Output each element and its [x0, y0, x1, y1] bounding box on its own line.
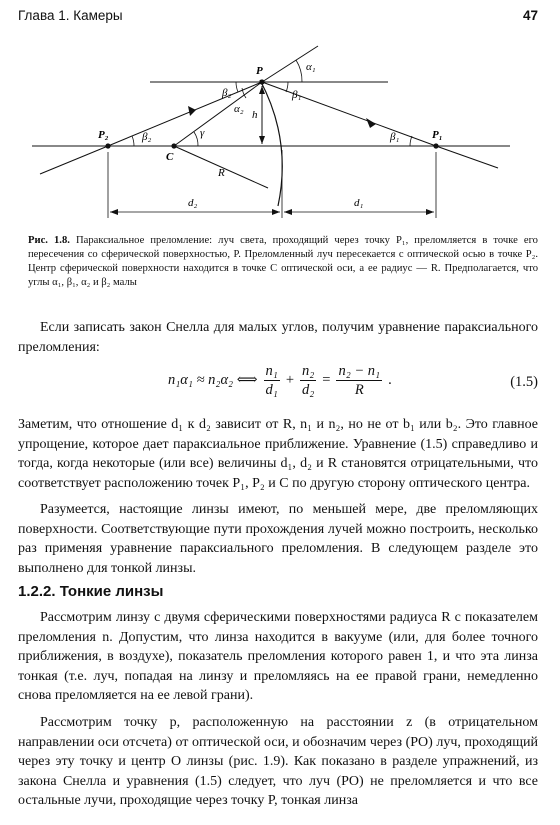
page-header	[18, 8, 538, 30]
figure-caption	[28, 234, 538, 290]
fraction-n2-minus-n1-r	[336, 362, 382, 399]
point-p2	[105, 143, 110, 148]
equals-sign: =	[322, 372, 331, 388]
point-p1	[433, 143, 438, 148]
caption-label: Рис. 1.8.	[28, 235, 70, 246]
page-number: 47	[522, 8, 538, 23]
paragraph-3: Разумеется, настоящие линзы имеют, по меньшей мере, две преломляющих поверхности. Соответствующие пути прохождения лучей можно построить, несколько раз применяя уравнение параксиального преломления. В следующем разделе это выполнено для тонкой линзы.	[18, 502, 538, 576]
incident-ray	[262, 82, 436, 146]
label-p1: P₁	[432, 129, 443, 141]
label-alpha2: α₂	[234, 103, 244, 115]
equation-math	[168, 362, 392, 399]
normal-line	[174, 82, 262, 146]
label-beta1-top: β₁	[292, 89, 302, 101]
paragraph-5: Рассмотрим точку p, расположенную на расстоянии z (в отрицательном направлении оси отсчета) от оптической оси, и обозначим через (PO) луч, проходящий через эту точку и центр O линзы (рис. 1.9). Как показано в разделе упражнений, из закона Снелла и уравнения (1.5) следует, что луч (PO) не преломляется и что все остальные лучи, проходящие через точку P, тонкая линза	[18, 715, 538, 809]
point-c	[171, 143, 176, 148]
equation-number: (1.5)	[510, 374, 538, 390]
refraction-diagram	[0, 40, 560, 230]
label-gamma: γ	[200, 127, 205, 139]
paragraph-4-container	[18, 608, 538, 706]
label-h: h	[252, 109, 258, 121]
spherical-surface	[260, 80, 282, 206]
caption-text: Параксиальное преломление: луч света, проходящий через точку P₁, преломляется в точке его пересечения со сферической поверхностью, P. Преломленный луч пересекается с оптической осью в точке P₂. Центр сферической поверхности находится в точке C оптической оси, а ее радиус — R. Предполагается, что углы α₁, β₁, α₂ и β₂ малы	[28, 235, 538, 288]
label-r: R	[218, 167, 225, 179]
plus-sign: +	[285, 372, 294, 388]
fraction-denominator: d₁	[265, 382, 278, 398]
paragraph-4: Рассмотрим линзу с двумя сферическими поверхностями радиуса R с показателем преломления n. Допустим, что линза находится в вакууме (или, для более точного приближения, в воздухе), показатель преломления которого равен 1, и что эта линза тонкая (т.е. луч, попадая на линзу и преломляясь на ее правой грани, немедленно снова преломляется на ее левой грани).	[18, 610, 538, 704]
label-p2: P₂	[98, 129, 109, 141]
fraction-n2-d2	[300, 362, 316, 399]
label-d2: d₂	[188, 197, 198, 209]
fraction-denominator: d₂	[302, 382, 315, 398]
fraction-n1-d1	[264, 362, 280, 399]
paragraph-2-container	[18, 415, 538, 493]
label-alpha1: α₁	[306, 61, 316, 73]
equation-period: .	[388, 372, 392, 388]
paragraph-2: Заметим, что отношение d₁ к d₂ зависит от R, n₁ и n₂, но не от b₁ или b₂. Это главное упрощение, которое дает параксиальное приближение. Уравнение (1.5) справедливо и тогда, когда некоторые (или все) величины d₁, d₂ и R становятся отрицательными, что соответствует расположению точек P₁, P₂ и C по другую сторону оптического центра.	[18, 417, 538, 491]
chapter-title: Глава 1. Камеры	[18, 8, 123, 23]
paragraph-1: Если записать закон Снелла для малых углов, получим уравнение параксиального преломления:	[18, 320, 538, 355]
refraction-figure	[0, 40, 560, 230]
fraction-denominator: R	[354, 382, 364, 398]
label-d1: d₁	[354, 197, 364, 209]
label-p: P	[256, 65, 263, 77]
section-heading: 1.2.2. Тонкие линзы	[18, 583, 164, 600]
fraction-numerator: n₂	[302, 363, 315, 379]
label-beta2-top: β₂	[222, 87, 232, 99]
paragraph-3-container	[18, 500, 538, 578]
equation-1-5	[18, 362, 538, 408]
fraction-numerator: n₁	[265, 363, 278, 379]
ray-arrow-2	[188, 106, 196, 116]
equation-lhs: n₁α₁ ≈ n₂α₂ ⟺	[168, 372, 258, 388]
fraction-numerator: n₂ − n₁	[338, 363, 381, 379]
paragraph-5-container	[18, 713, 538, 811]
label-c: C	[166, 151, 174, 163]
point-p	[259, 79, 264, 84]
paragraph-1-container	[18, 318, 538, 357]
label-beta1-axis: β₁	[390, 131, 400, 143]
label-beta2-axis: β₂	[142, 131, 152, 143]
